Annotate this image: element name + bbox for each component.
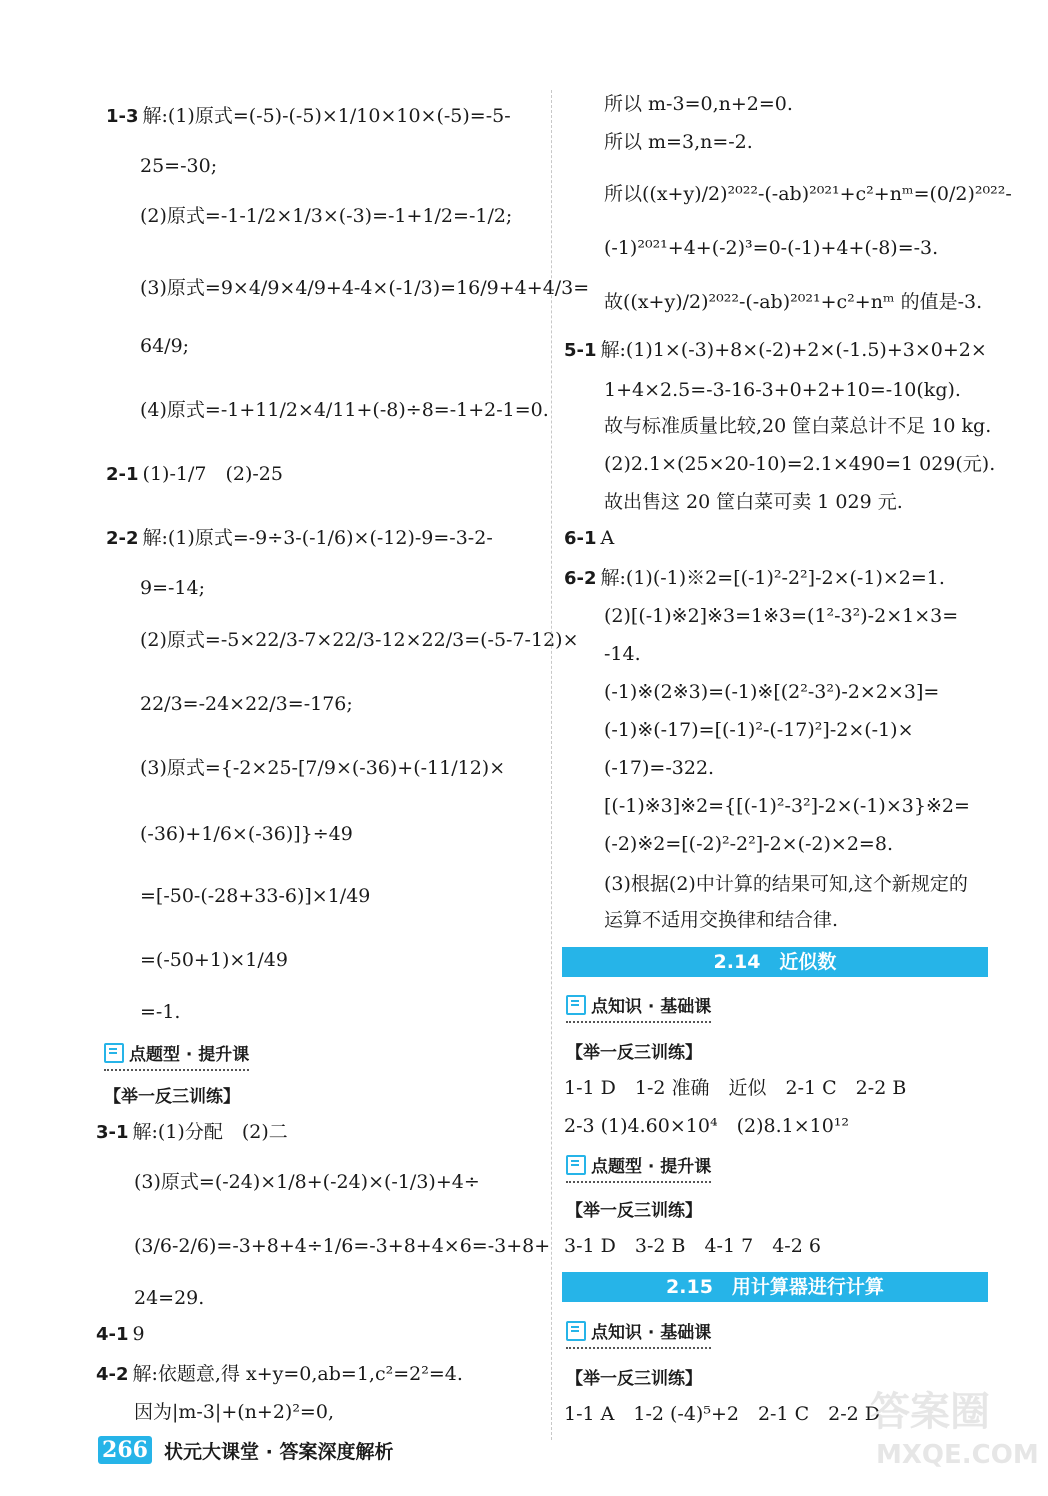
- answer-text: (3)原式=9×4/9×4/9+4-4×(-1/3)=16/9+4+4/3=: [140, 277, 590, 299]
- question-number: 1-3: [106, 106, 139, 127]
- answer-line: [140, 822, 353, 846]
- answer-text: 所以 m-3=0,n+2=0.: [604, 93, 793, 115]
- answer-line: [106, 104, 511, 129]
- answer-line: [140, 756, 505, 780]
- question-number: 2-2: [106, 528, 139, 549]
- answer-text: (3)原式=(-24)×1/8+(-24)×(-1/3)+4÷: [134, 1171, 480, 1193]
- answer-line: [604, 130, 753, 154]
- answer-line: [604, 182, 1012, 206]
- answer-text: 故与标准质量比较,20 筐白菜总计不足 10 kg.: [604, 415, 992, 437]
- answer-line: [140, 398, 549, 422]
- answer-line: [140, 276, 589, 300]
- answer-line: [604, 680, 939, 704]
- answer-line: [96, 1362, 463, 1387]
- answer-text: A: [600, 527, 615, 549]
- footer-title: 状元大课堂 · 答案深度解析: [164, 1441, 394, 1463]
- answer-line: [106, 462, 283, 487]
- answer-text: -14.: [604, 643, 641, 665]
- watermark-logo: 答案圈: [870, 1389, 990, 1435]
- question-number: 5-1: [564, 340, 597, 361]
- watermark-url: MXQE.COM: [876, 1440, 1039, 1470]
- answer-line: [140, 154, 217, 178]
- notebook-icon: [104, 1043, 124, 1063]
- answers-2-15: 1-1 A 1-2 (-4)⁵+2 2-1 C 2-2 D: [564, 1403, 880, 1425]
- answer-line: [140, 576, 205, 600]
- answer-line: [140, 948, 288, 972]
- question-number: 4-2: [96, 1364, 129, 1385]
- answer-text: 解:(1)1×(-3)+8×(-2)+2×(-1.5)+3×0+2×: [600, 339, 987, 361]
- answer-text: 解:(1)(-1)※2=[(-1)²-2²]-2×(-1)×2=1.: [600, 567, 945, 589]
- answer-text: (-1)²⁰²¹+4+(-2)³=0-(-1)+4+(-8)=-3.: [604, 237, 939, 259]
- answer-text: (4)原式=-1+11/2×4/11+(-8)÷8=-1+2-1=0.: [140, 399, 549, 421]
- answer-line: [134, 1286, 204, 1310]
- answer-line: [604, 872, 968, 896]
- question-number: 6-2: [564, 568, 597, 589]
- answer-text: 解:依题意,得 x+y=0,ab=1,c²=2²=4.: [132, 1363, 463, 1385]
- section-header-knowledge-2: 点知识 · 基础课: [566, 1318, 711, 1343]
- answer-line: [564, 566, 945, 591]
- answer-text: (3/6-2/6)=-3+8+4÷1/6=-3+8+4×6=-3+8+: [134, 1235, 551, 1257]
- section-bar-2-14: 2.14 近似数: [562, 947, 988, 977]
- question-number: 3-1: [96, 1122, 129, 1143]
- answer-line: [134, 1234, 550, 1258]
- answer-line: [604, 642, 641, 666]
- answer-line: [604, 490, 903, 514]
- section-header-knowledge-1: 点知识 · 基础课: [566, 992, 711, 1017]
- answer-line: [564, 338, 987, 363]
- book-icon: [566, 1321, 586, 1341]
- answer-text: (2)原式=-1-1/2×1/3×(-3)=-1+1/2=-1/2;: [140, 205, 513, 227]
- answer-line: [604, 718, 914, 742]
- answer-line: [604, 756, 714, 780]
- answer-text: 24=29.: [134, 1287, 205, 1309]
- answer-line: [604, 290, 982, 314]
- answer-text: (2)原式=-5×22/3-7×22/3-12×22/3=(-5-7-12)×: [140, 629, 579, 651]
- answers-2-14-a: 1-1 D 1-2 准确 近似 2-1 C 2-2 B: [564, 1077, 907, 1099]
- answer-text: 解:(1)分配 (2)二: [132, 1121, 288, 1143]
- answer-line: [140, 1000, 180, 1024]
- answer-line: [96, 1322, 145, 1347]
- answer-text: (-36)+1/6×(-36)]}÷49: [140, 823, 353, 845]
- answer-line: [604, 92, 793, 116]
- answer-text: 1+4×2.5=-3-16-3+0+2+10=-10(kg).: [604, 379, 961, 401]
- answer-text: (-2)※2=[(-2)²-2²]-2×(-2)×2=8.: [604, 833, 893, 855]
- answer-line: [134, 1400, 334, 1424]
- answer-text: (2)2.1×(25×20-10)=2.1×490=1 029(元).: [604, 453, 996, 475]
- question-number: 4-1: [96, 1324, 129, 1345]
- training-label-left: 【举一反三训练】: [104, 1087, 240, 1107]
- answer-text: (3)原式={-2×25-[7/9×(-36)+(-11/12)×: [140, 757, 506, 779]
- answer-line: [134, 1170, 480, 1194]
- answer-line: [604, 236, 938, 260]
- answer-text: =[-50-(-28+33-6)]×1/49: [140, 885, 371, 907]
- section-header-left: 点题型 · 提升课: [104, 1040, 249, 1065]
- answer-line: [140, 628, 579, 652]
- training-label-1: 【举一反三训练】: [566, 1043, 702, 1063]
- training-label-3: 【举一反三训练】: [566, 1369, 702, 1389]
- answer-text: (1)-1/7 (2)-25: [142, 463, 283, 485]
- answer-text: =-1.: [140, 1001, 181, 1023]
- answer-text: 25=-30;: [140, 155, 218, 177]
- page-number: 266: [98, 1436, 152, 1464]
- answers-2-14-c: 3-1 D 3-2 B 4-1 7 4-2 6: [564, 1235, 821, 1257]
- training-label-2: 【举一反三训练】: [566, 1201, 702, 1221]
- answer-text: 64/9;: [140, 335, 190, 357]
- answer-line: [106, 526, 493, 551]
- answer-line: [140, 334, 189, 358]
- section-bar-2-15: 2.15 用计算器进行计算: [562, 1272, 988, 1302]
- answer-line: [604, 832, 893, 856]
- answer-text: =(-50+1)×1/49: [140, 949, 288, 971]
- book-icon: [566, 995, 586, 1015]
- answer-text: (3)根据(2)中计算的结果可知,这个新规定的: [604, 873, 968, 895]
- answer-line: [604, 452, 995, 476]
- answer-text: 因为|m-3|+(n+2)²=0,: [134, 1401, 334, 1423]
- answer-text: 故出售这 20 筐白菜可卖 1 029 元.: [604, 491, 903, 513]
- column-divider: [551, 90, 552, 1440]
- answer-text: (-1)※(2※3)=(-1)※[(2²-3²)-2×2×3]=: [604, 681, 940, 703]
- answer-text: 22/3=-24×22/3=-176;: [140, 693, 353, 715]
- answer-line: [564, 526, 614, 551]
- answer-line: [604, 604, 958, 628]
- answer-line: [140, 204, 512, 228]
- question-number: 6-1: [564, 528, 597, 549]
- answer-line: [604, 794, 970, 818]
- answer-text: 运算不适用交换律和结合律.: [604, 909, 839, 931]
- answer-text: (2)[(-1)※2]※3=1※3=(1²-3²)-2×1×3=: [604, 605, 959, 627]
- answer-text: 故((x+y)/2)²⁰²²-(-ab)²⁰²¹+c²+nᵐ 的值是-3.: [604, 291, 983, 313]
- answer-text: 所以((x+y)/2)²⁰²²-(-ab)²⁰²¹+c²+nᵐ=(0/2)²⁰²²-: [604, 183, 1012, 205]
- answer-line: [604, 414, 991, 438]
- answer-line: [604, 378, 961, 402]
- notebook-icon: [566, 1155, 586, 1175]
- question-number: 2-1: [106, 464, 139, 485]
- answer-line: [96, 1120, 288, 1145]
- answer-text: 所以 m=3,n=-2.: [604, 131, 753, 153]
- answer-text: (-17)=-322.: [604, 757, 715, 779]
- answer-line: [604, 908, 838, 932]
- answer-text: 9=-14;: [140, 577, 206, 599]
- answer-text: 9: [132, 1323, 145, 1345]
- answer-text: (-1)※(-17)=[(-1)²-(-17)²]-2×(-1)×: [604, 719, 914, 741]
- answer-text: 解:(1)原式=(-5)-(-5)×1/10×10×(-5)=-5-: [142, 105, 511, 127]
- answer-text: [(-1)※3]※2={[(-1)²-3²]-2×(-1)×3}※2=: [604, 795, 970, 817]
- answers-2-14-b: 2-3 (1)4.60×10⁴ (2)8.1×10¹²: [564, 1115, 850, 1137]
- answer-text: 解:(1)原式=-9÷3-(-1/6)×(-12)-9=-3-2-: [142, 527, 493, 549]
- answer-line: [140, 692, 353, 716]
- answer-line: [140, 884, 370, 908]
- section-header-question-types: 点题型 · 提升课: [566, 1152, 711, 1177]
